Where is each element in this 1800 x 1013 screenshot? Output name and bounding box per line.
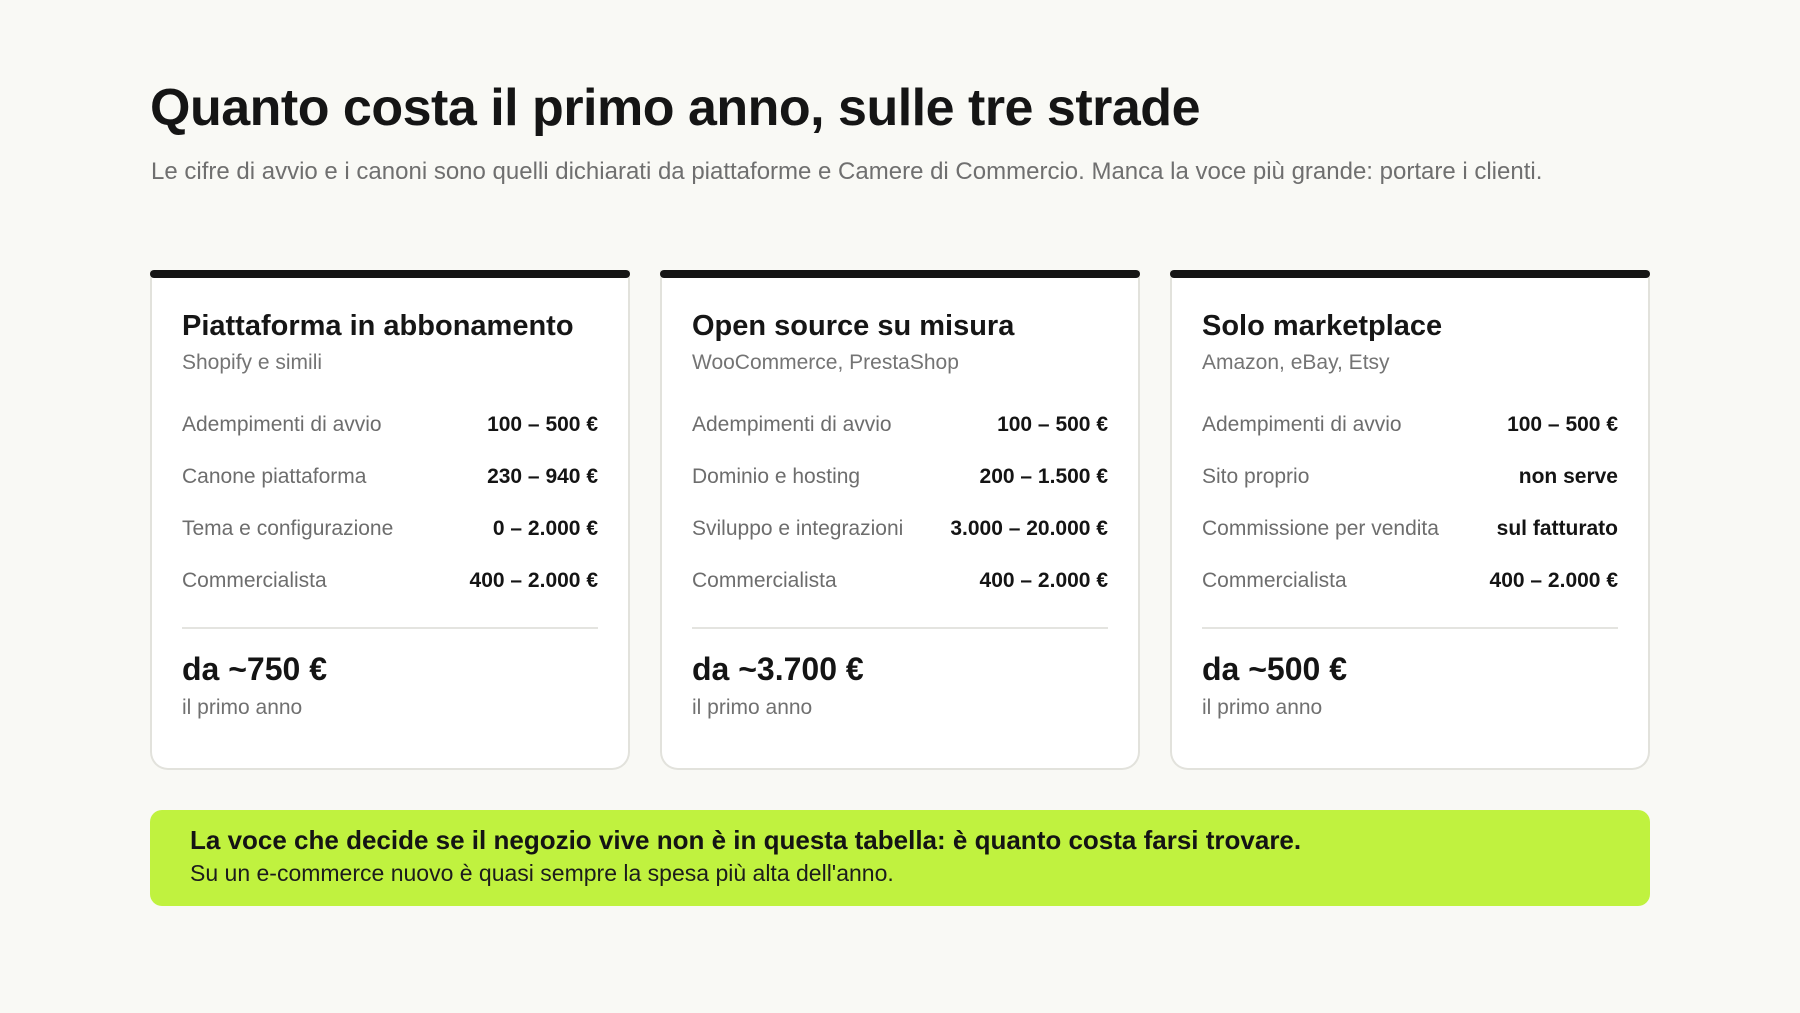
cost-value: 0 – 2.000 € (492, 517, 598, 540)
cost-label: Commissione per vendita (1202, 517, 1439, 540)
cost-label: Commercialista (692, 569, 837, 592)
cost-rows (1202, 399, 1618, 607)
cost-label: Adempimenti di avvio (692, 413, 892, 436)
cost-value: 100 – 500 € (1507, 413, 1618, 436)
card-top-bar (1170, 270, 1650, 278)
page-subtitle: Le cifre di avvio e i canoni sono quelli dichiarati da piattaforme e Camere di Commercio. Manca la voce più grande: portare i clienti. (151, 158, 1543, 185)
cost-row (1202, 399, 1618, 451)
cost-row (692, 555, 1108, 607)
cost-row (692, 503, 1108, 555)
cost-label: Sito proprio (1202, 465, 1310, 488)
card-total-note: il primo anno (182, 696, 303, 719)
card-title: Piattaforma in abbonamento (182, 310, 574, 342)
cost-value: sul fatturato (1496, 517, 1618, 540)
cost-row (182, 555, 598, 607)
card-subtitle: WooCommerce, PrestaShop (692, 351, 959, 374)
cost-row (1202, 503, 1618, 555)
cost-label: Adempimenti di avvio (182, 413, 382, 436)
cost-value: 100 – 500 € (487, 413, 598, 436)
cost-row (1202, 451, 1618, 503)
callout-note: Su un e-commerce nuovo è quasi sempre la spesa più alta dell'anno. (190, 860, 894, 886)
cost-value: 400 – 2.000 € (1489, 569, 1618, 592)
cost-value: 3.000 – 20.000 € (950, 517, 1108, 540)
cost-row (692, 451, 1108, 503)
cost-label: Adempimenti di avvio (1202, 413, 1402, 436)
cost-value: 100 – 500 € (997, 413, 1108, 436)
card-top-bar (150, 270, 630, 278)
card-total-note: il primo anno (1202, 696, 1323, 719)
page-title: Quanto costa il primo anno, sulle tre strade (150, 79, 1200, 137)
card-total: da ~500 € (1202, 651, 1347, 687)
cost-row (182, 451, 598, 503)
card-divider (1202, 627, 1618, 629)
cost-value: 200 – 1.500 € (979, 465, 1108, 488)
cost-cards (150, 270, 1650, 770)
cost-rows (692, 399, 1108, 607)
cost-value: non serve (1518, 465, 1618, 488)
card-total-note: il primo anno (692, 696, 813, 719)
cost-label: Sviluppo e integrazioni (692, 517, 904, 540)
cost-value: 230 – 940 € (487, 465, 598, 488)
card-title: Solo marketplace (1202, 310, 1443, 342)
card-total: da ~3.700 € (692, 651, 864, 687)
highlight-callout (150, 810, 1650, 906)
cost-row (1202, 555, 1618, 607)
cost-label: Commercialista (1202, 569, 1347, 592)
card-divider (692, 627, 1108, 629)
cost-label: Commercialista (182, 569, 327, 592)
card-subtitle: Amazon, eBay, Etsy (1202, 351, 1390, 374)
callout-headline: La voce che decide se il negozio vive non è in questa tabella: è quanto costa farsi trovare. (190, 825, 1302, 855)
card-divider (182, 627, 598, 629)
card-open-source (660, 270, 1140, 770)
cost-row (182, 503, 598, 555)
cost-label: Canone piattaforma (182, 465, 367, 488)
card-subtitle: Shopify e simili (182, 351, 323, 374)
cost-label: Dominio e hosting (692, 465, 861, 488)
card-subscription-platform (150, 270, 630, 770)
cost-rows (182, 399, 598, 607)
cost-value: 400 – 2.000 € (979, 569, 1108, 592)
card-top-bar (660, 270, 1140, 278)
cost-row (692, 399, 1108, 451)
card-total: da ~750 € (182, 651, 327, 687)
cost-value: 400 – 2.000 € (469, 569, 598, 592)
cost-row (182, 399, 598, 451)
card-marketplace (1170, 270, 1650, 770)
card-title: Open source su misura (692, 310, 1015, 342)
cost-label: Tema e configurazione (182, 517, 394, 540)
